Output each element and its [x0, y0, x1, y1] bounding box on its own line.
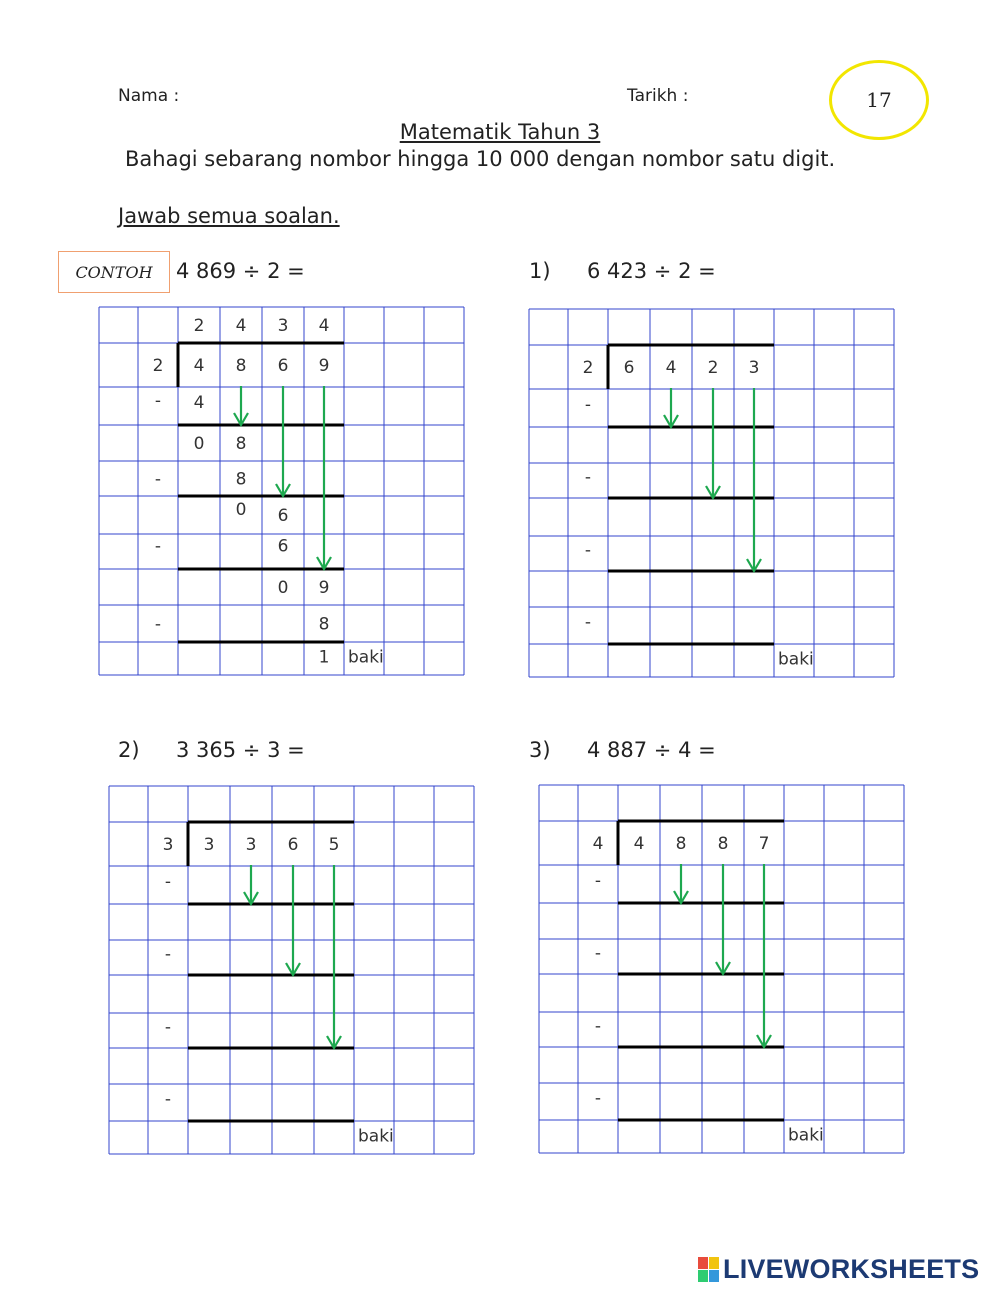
minus-sign: -	[164, 944, 172, 965]
page-subtitle: Bahagi sebarang nombor hingga 10 000 dengan nombor satu digit.	[125, 147, 836, 171]
subtract-digit: 6	[277, 536, 289, 557]
divisor: 4	[592, 834, 604, 854]
minus-sign: -	[164, 1017, 172, 1038]
remainder-digit: 0	[277, 578, 289, 598]
minus-sign: -	[594, 871, 602, 891]
question-3-number: 3)	[529, 738, 551, 762]
dividend-digit: 5	[328, 835, 340, 855]
dividend-digit: 8	[675, 834, 687, 854]
dividend-digit: 3	[203, 835, 215, 855]
remainder-label: baki	[348, 647, 384, 668]
remainder-digit: 0	[235, 500, 247, 520]
instruction: Jawab semua soalan.	[118, 204, 340, 228]
dividend-digit: 6	[623, 358, 635, 378]
minus-sign: -	[594, 1016, 602, 1037]
dividend-digit: 4	[665, 358, 677, 378]
remainder-digit: 8	[235, 434, 247, 454]
dividend-digit: 8	[235, 356, 247, 376]
remainder-label: baki	[788, 1125, 824, 1146]
score-value: 17	[866, 88, 892, 112]
subtract-digit: 4	[193, 393, 205, 413]
subtract-digit: 8	[235, 469, 247, 490]
divisor: 2	[582, 358, 594, 378]
dividend-digit: 3	[748, 358, 760, 378]
question-2-grid	[108, 785, 478, 1157]
remainder-label: baki	[778, 649, 814, 670]
minus-sign: -	[584, 467, 592, 488]
example-expression: 4 869 ÷ 2 =	[176, 259, 305, 283]
remainder-digit: 0	[193, 434, 205, 454]
dividend-digit: 9	[318, 356, 330, 376]
dividend-digit: 7	[758, 834, 770, 854]
minus-sign: -	[594, 1088, 602, 1109]
minus-sign: -	[164, 872, 172, 892]
dividend-digit: 6	[277, 356, 289, 376]
remainder-label: baki	[358, 1126, 394, 1147]
dividend-digit: 6	[287, 835, 299, 855]
example-grid	[98, 306, 468, 678]
remainder-digit: 6	[277, 506, 289, 526]
divisor: 3	[162, 835, 174, 855]
question-1-grid	[528, 308, 898, 678]
remainder-digit: 9	[318, 578, 330, 598]
minus-sign: -	[584, 612, 592, 633]
minus-sign: -	[154, 391, 162, 411]
logo-text: LIVEWORKSHEETS	[723, 1254, 980, 1284]
minus-sign: -	[584, 395, 592, 415]
final-remainder: 1	[318, 647, 330, 668]
question-1-number: 1)	[529, 259, 551, 283]
name-label: Nama :	[118, 86, 180, 106]
dividend-digit: 4	[193, 356, 205, 376]
minus-sign: -	[154, 614, 162, 635]
subtract-digit: 8	[318, 614, 330, 635]
minus-sign: -	[594, 943, 602, 964]
question-1-expression: 6 423 ÷ 2 =	[587, 259, 716, 283]
quotient-digit: 4	[318, 316, 330, 336]
logo-blocks-icon	[698, 1257, 719, 1282]
divisor: 2	[152, 356, 164, 376]
example-badge	[58, 251, 170, 293]
minus-sign: -	[154, 536, 162, 557]
question-2-expression: 3 365 ÷ 3 =	[176, 738, 305, 762]
quotient-digit: 3	[277, 316, 289, 336]
question-3-grid	[538, 784, 908, 1156]
example-badge-label: CONTOH	[75, 262, 153, 282]
date-label: Tarikh :	[627, 86, 689, 106]
minus-sign: -	[154, 469, 162, 490]
minus-sign: -	[584, 540, 592, 561]
page-title: Matematik Tahun 3	[399, 120, 601, 144]
minus-sign: -	[164, 1089, 172, 1110]
dividend-digit: 2	[707, 358, 719, 378]
quotient-digit: 4	[235, 316, 247, 336]
question-2-number: 2)	[118, 738, 140, 762]
dividend-digit: 8	[717, 834, 729, 854]
liveworksheets-logo	[698, 1254, 979, 1285]
dividend-digit: 3	[245, 835, 257, 855]
quotient-digit: 2	[193, 316, 205, 336]
dividend-digit: 4	[633, 834, 645, 854]
question-3-expression: 4 887 ÷ 4 =	[587, 738, 716, 762]
